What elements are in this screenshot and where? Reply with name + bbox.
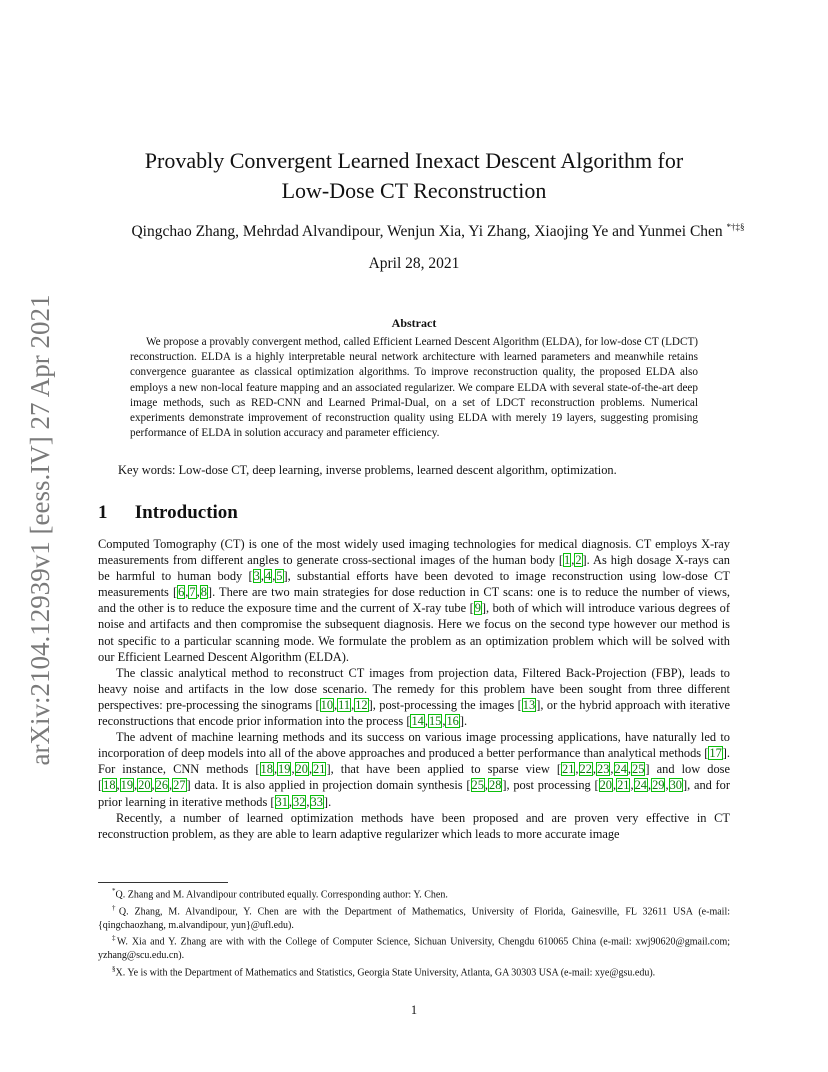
body-paragraph: The advent of machine learning methods and its success on various image processing applications, have naturally led to incorporation of deep models into all of the above approaches and produced a better performance than analytical methods [17]. For instance, CNN methods [18,19,20,21], that have been applied to sparse view [21,22,23,24,25] and low dose [18,19,20,26,27] data. It is also applied in projection domain synthesis [25,28], post processing [20,21,24,29,30], and for prior learning in iterative methods [31,32,33]. — [98, 730, 731, 809]
author-footnote-marks[interactable]: *†‡§ — [726, 222, 745, 232]
citation-link[interactable]: 3 — [253, 569, 260, 584]
authors-text: Qingchao Zhang, Mehrdad Alvandipour, Wenjun Xia, Yi Zhang, Xiaojing Ye and Yunmei Chen — [131, 223, 723, 241]
citation-link[interactable]: 23 — [597, 762, 610, 777]
citation-link[interactable]: 20 — [599, 778, 612, 793]
citation-link[interactable]: 7 — [189, 585, 196, 600]
footnote — [98, 932, 730, 963]
title-line-2: Low-Dose CT Reconstruction — [281, 178, 547, 203]
citation-link[interactable]: 12 — [355, 697, 368, 712]
abstract-heading: Abstract — [391, 316, 437, 330]
citation-link[interactable]: 9 — [474, 601, 481, 616]
citation-link[interactable]: 24 — [614, 762, 627, 777]
footnote-mark: § — [112, 964, 116, 973]
footnote — [98, 885, 730, 902]
footnote-mark: † — [112, 903, 119, 912]
keywords: Key words: Low-dose CT, deep learning, inverse problems, learned descent algorithm, optimization. — [118, 463, 617, 477]
citation-link[interactable]: 14 — [411, 714, 424, 729]
arxiv-stamp-rotator — [16, 290, 64, 770]
citation-link[interactable]: 33 — [310, 794, 323, 809]
citation-link[interactable]: 22 — [579, 762, 592, 777]
page-number: 1 — [410, 1003, 418, 1017]
citation-link[interactable]: 28 — [489, 778, 502, 793]
citation-link[interactable]: 25 — [471, 778, 484, 793]
citation-link[interactable]: 15 — [428, 714, 442, 729]
body-paragraph: Recently, a number of learned optimization methods have been proposed and are proven very effective in CT reconstruction problem, as they are able to learn adaptive regularizer which leads to more accurate image — [98, 810, 730, 841]
citation-link[interactable]: 24 — [634, 778, 647, 793]
citation-link[interactable]: 6 — [178, 585, 185, 600]
citation-link[interactable]: 30 — [669, 778, 682, 793]
footnotes — [98, 885, 730, 980]
footnote-text: X. Ye is with the Department of Mathematics and Statistics, Georgia State University, Atlanta, GA 30303 USA (e-mail: xye@gsu.edu). — [115, 967, 656, 979]
paper-title — [98, 146, 730, 206]
author-list — [98, 222, 778, 241]
citation-link[interactable]: 19 — [120, 778, 134, 793]
body-paragraph: The classic analytical method to reconstruct CT images from projection data, Filtered Back-Projection (FBP), leads to heavy noise and artifacts in the low dose scenario. The remedy for this problem have been sought from three different perspectives: pre-processing the sinograms [10,11,12], post-processing the images [13], or the hybrid approach with iterative reconstructions that encode prior information into the process [14,15,16]. — [98, 665, 730, 729]
footnote-rule — [98, 882, 228, 883]
section-title: Introduction — [134, 502, 238, 523]
footnote-mark: * — [112, 887, 116, 895]
body-text — [98, 536, 730, 842]
footnote-text: Q. Zhang and M. Alvandipour contributed equally. Corresponding author: Y. Chen. — [115, 889, 448, 901]
arxiv-stamp — [16, 290, 64, 770]
section-number: 1 — [98, 502, 108, 523]
citation-link[interactable]: 1 — [564, 553, 571, 568]
citation-link[interactable]: 29 — [652, 778, 665, 793]
arxiv-identifier[interactable]: arXiv:2104.12939v1 [eess.IV] 27 Apr 2021 — [24, 294, 55, 766]
citation-link[interactable]: 25 — [632, 762, 645, 777]
citation-link[interactable]: 21 — [617, 778, 630, 793]
citation-link[interactable]: 20 — [138, 778, 151, 793]
citation-link[interactable]: 5 — [276, 569, 283, 584]
footnote — [98, 902, 730, 933]
abstract-text: We propose a provably convergent method, called Efficient Learned Descent Algorithm (ELDA), for low-dose CT (LDCT) reconstruction. ELDA is a highly interpretable neural network architecture with learned parameters and meanwhile retains convergence guarantee as classical optimization algorithms. To improve reconstruction quality, the proposed ELDA also employs a new non-local feature mapping and an associated regularizer. We compare ELDA with several state-of-the-art deep image methods, such as RED-CNN and Learned Primal-Dual, on a set of LDCT reconstruction problems. Numerical experiments demonstrate improvement of reconstruction quality using ELDA with merely 19 layers, suggesting promising performance of ELDA in solution accuracy and parameter efficiency. — [130, 336, 698, 440]
citation-link[interactable]: 4 — [264, 569, 272, 584]
body-paragraph: Computed Tomography (CT) is one of the most widely used imaging technologies for medical diagnosis. CT employs X-ray measurements from different angles to generate cross-sectional images of the human body [1,2]. As high dosage X-rays can be harmful to human body [3,4,5], substantial efforts have been devoted to image reconstruction using low-dose CT measurements [6,7,8]. There are two main strategies for dose reduction in CT scans: one is to reduce the number of views, and the other is to reduce the exposure time and the current of X-ray tube [9], both of which will introduce various degrees of noise and artifacts and then compromise the subsequent diagnosis. Here we focus on the second type however our method is not specific to a particular scanning mode. We formulate the problem as an optimization problem which will be solved with our Efficient Learned Descent Algorithm (ELDA). — [98, 537, 730, 664]
citation-link[interactable]: 20 — [295, 762, 308, 777]
citation-link[interactable]: 31 — [275, 794, 288, 809]
paper-date: April 28, 2021 — [368, 255, 460, 272]
citation-link[interactable]: 27 — [173, 778, 186, 793]
citation-link[interactable]: 32 — [293, 794, 306, 809]
citation-link[interactable]: 10 — [320, 697, 334, 712]
citation-link[interactable]: 19 — [278, 762, 291, 777]
citation-link[interactable]: 18 — [103, 778, 116, 793]
footnote — [98, 963, 730, 980]
citation-link[interactable]: 8 — [200, 585, 207, 600]
footnote-mark: ‡ — [112, 934, 117, 943]
footnote-text: Q. Zhang, M. Alvandipour, Y. Chen are with the Department of Mathematics, University of Florida, Gainesville, FL 32611 USA (e-mail: {qingchaozhang, m.alvandipour, yun}@ufl.edu). — [98, 906, 730, 931]
footnote-text: W. Xia and Y. Zhang are with with the College of Computer Science, Sichuan University, Chengdu 610065 China (e-mail: xwj90620@gmail.com; yzhang@scu.edu.cn). — [98, 936, 730, 962]
citation-link[interactable]: 17 — [709, 746, 722, 761]
citation-link[interactable]: 13 — [522, 697, 536, 712]
citation-link[interactable]: 21 — [562, 762, 575, 777]
citation-link[interactable]: 2 — [575, 553, 582, 568]
citation-link[interactable]: 16 — [446, 714, 459, 729]
citation-link[interactable]: 26 — [155, 778, 169, 793]
citation-link[interactable]: 18 — [260, 762, 273, 777]
title-line-1: Provably Convergent Learned Inexact Descent Algorithm for — [144, 148, 684, 173]
section-heading — [98, 502, 238, 524]
citation-link[interactable]: 11 — [338, 697, 351, 712]
citation-link[interactable]: 21 — [313, 762, 326, 777]
